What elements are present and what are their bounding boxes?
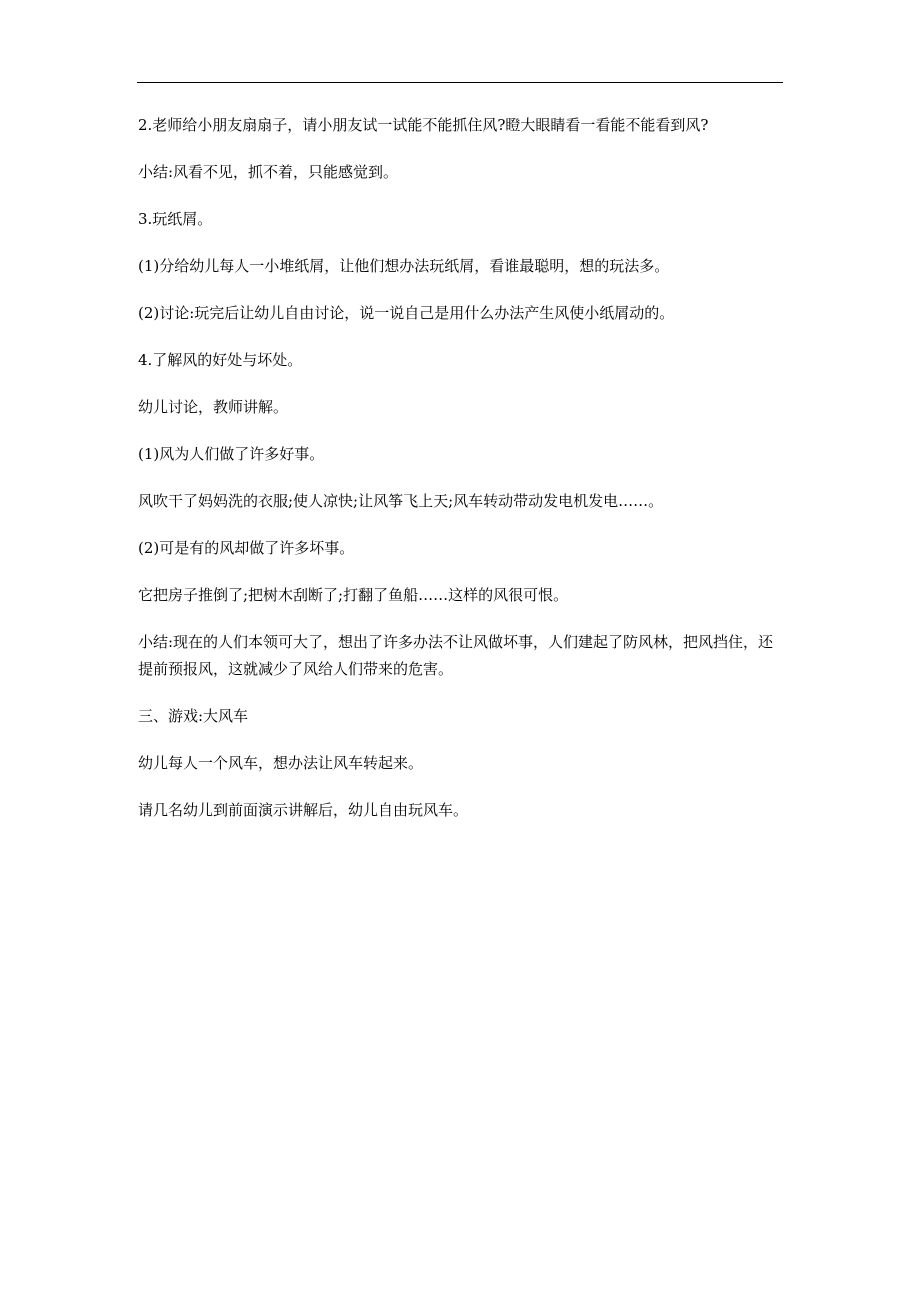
paragraph: 4.了解风的好处与坏处。 [138,351,303,369]
paragraph: (1)分给幼儿每人一小堆纸屑，让他们想办法玩纸屑，看谁最聪明，想的玩法多。 [138,257,670,275]
paragraph: 3.玩纸屑。 [138,210,213,228]
paragraph: 幼儿讨论，教师讲解。 [138,398,289,416]
paragraph: 三、游戏:大风车 [138,707,249,725]
paragraph: (2)可是有的风却做了许多坏事。 [138,539,355,557]
header-rule [137,82,783,83]
paragraph: 请几名幼儿到前面演示讲解后，幼儿自由玩风车。 [138,801,469,819]
paragraph: (2)讨论:玩完后让幼儿自由讨论，说一说自己是用什么办法产生风使小纸屑动的。 [138,304,675,322]
paragraph: 2.老师给小朋友扇扇子，请小朋友试一试能不能抓住风?瞪大眼睛看一看能不能看到风? [138,116,709,134]
paragraph: (1)风为人们做了许多好事。 [138,445,325,463]
document-body [138,112,784,844]
paragraph: 小结:风看不见，抓不着，只能感觉到。 [138,163,399,181]
paragraph: 小结:现在的人们本领可大了，想出了许多办法不让风做坏事，人们建起了防风林，把风挡住，还提前预报风，这就减少了风给人们带来的危害。 [138,633,774,678]
paragraph: 风吹干了妈妈洗的衣服;使人凉快;让风筝飞上天;风车转动带动发电机发电……。 [138,492,664,510]
paragraph: 它把房子推倒了;把树木刮断了;打翻了鱼船……这样的风很可恨。 [138,586,569,604]
paragraph: 幼儿每人一个风车，想办法让风车转起来。 [138,754,424,772]
